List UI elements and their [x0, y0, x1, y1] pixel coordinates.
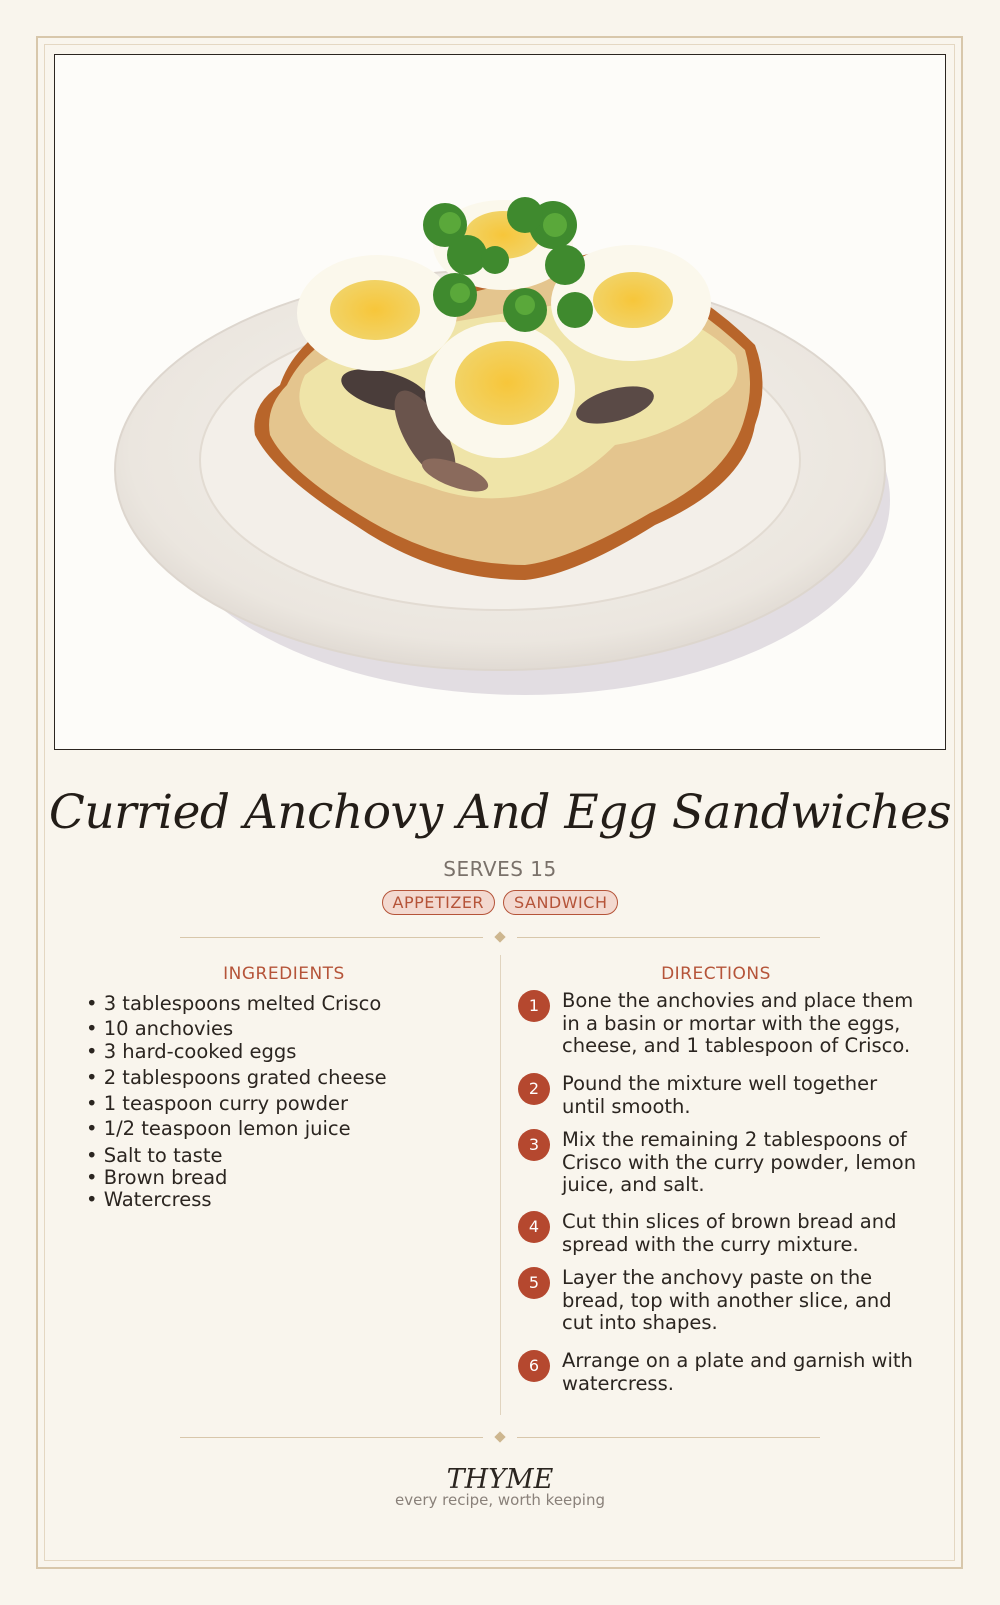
- ingredient-item: • 2 tablespoons grated cheese: [86, 1066, 387, 1089]
- recipe-title: Curried Anchovy And Egg Sandwiches: [48, 785, 952, 840]
- ingredients-heading: INGREDIENTS: [223, 964, 345, 984]
- step-text: Bone the anchovies and place them in a basin or mortar with the eggs, cheese, and 1 tablespoon of Crisco.: [562, 989, 914, 1057]
- tag-list: [0, 890, 1000, 915]
- step-text: Cut thin slices of brown bread and spread with the curry mixture.: [562, 1210, 897, 1256]
- step-number: 2: [518, 1073, 550, 1105]
- ingredient-item: • 3 hard-cooked eggs: [86, 1040, 297, 1063]
- step-text: Mix the remaining 2 tablespoons of Crisco with the curry powder, lemon juice, and salt.: [562, 1128, 917, 1196]
- tag-sandwich[interactable]: SANDWICH: [503, 890, 618, 915]
- ingredient-item: • 10 anchovies: [86, 1017, 234, 1040]
- divider-right-top: [517, 937, 820, 938]
- step-number: 1: [518, 990, 550, 1022]
- ingredient-item: • Watercress: [86, 1188, 212, 1211]
- step-text: Arrange on a plate and garnish with watercress.: [562, 1349, 913, 1395]
- recipe-photo: [54, 54, 946, 750]
- step-text: Pound the mixture well together until smooth.: [562, 1072, 878, 1118]
- divider-left-top: [180, 937, 483, 938]
- sandwich-illustration: [55, 55, 946, 750]
- divider-right-bottom: [517, 1437, 820, 1438]
- step-number: 5: [518, 1267, 550, 1299]
- ingredient-item: • Brown bread: [86, 1166, 228, 1189]
- ingredient-item: • 1/2 teaspoon lemon juice: [86, 1117, 351, 1140]
- step-text: Layer the anchovy paste on the bread, top with another slice, and cut into shapes.: [562, 1266, 892, 1334]
- tag-appetizer[interactable]: APPETIZER: [382, 890, 496, 915]
- ingredient-item: • 3 tablespoons melted Crisco: [86, 992, 382, 1015]
- brand-logo: THYME: [446, 1464, 554, 1495]
- step-number: 4: [518, 1211, 550, 1243]
- directions-heading: DIRECTIONS: [661, 964, 771, 984]
- step-number: 3: [518, 1129, 550, 1161]
- brand-tagline: every recipe, worth keeping: [394, 1491, 605, 1509]
- servings: SERVES 15: [443, 857, 557, 881]
- step-number: 6: [518, 1350, 550, 1382]
- divider-left-bottom: [180, 1437, 483, 1438]
- ingredient-item: • Salt to taste: [86, 1144, 223, 1167]
- ingredient-item: • 1 teaspoon curry powder: [86, 1092, 349, 1115]
- column-divider: [500, 955, 501, 1415]
